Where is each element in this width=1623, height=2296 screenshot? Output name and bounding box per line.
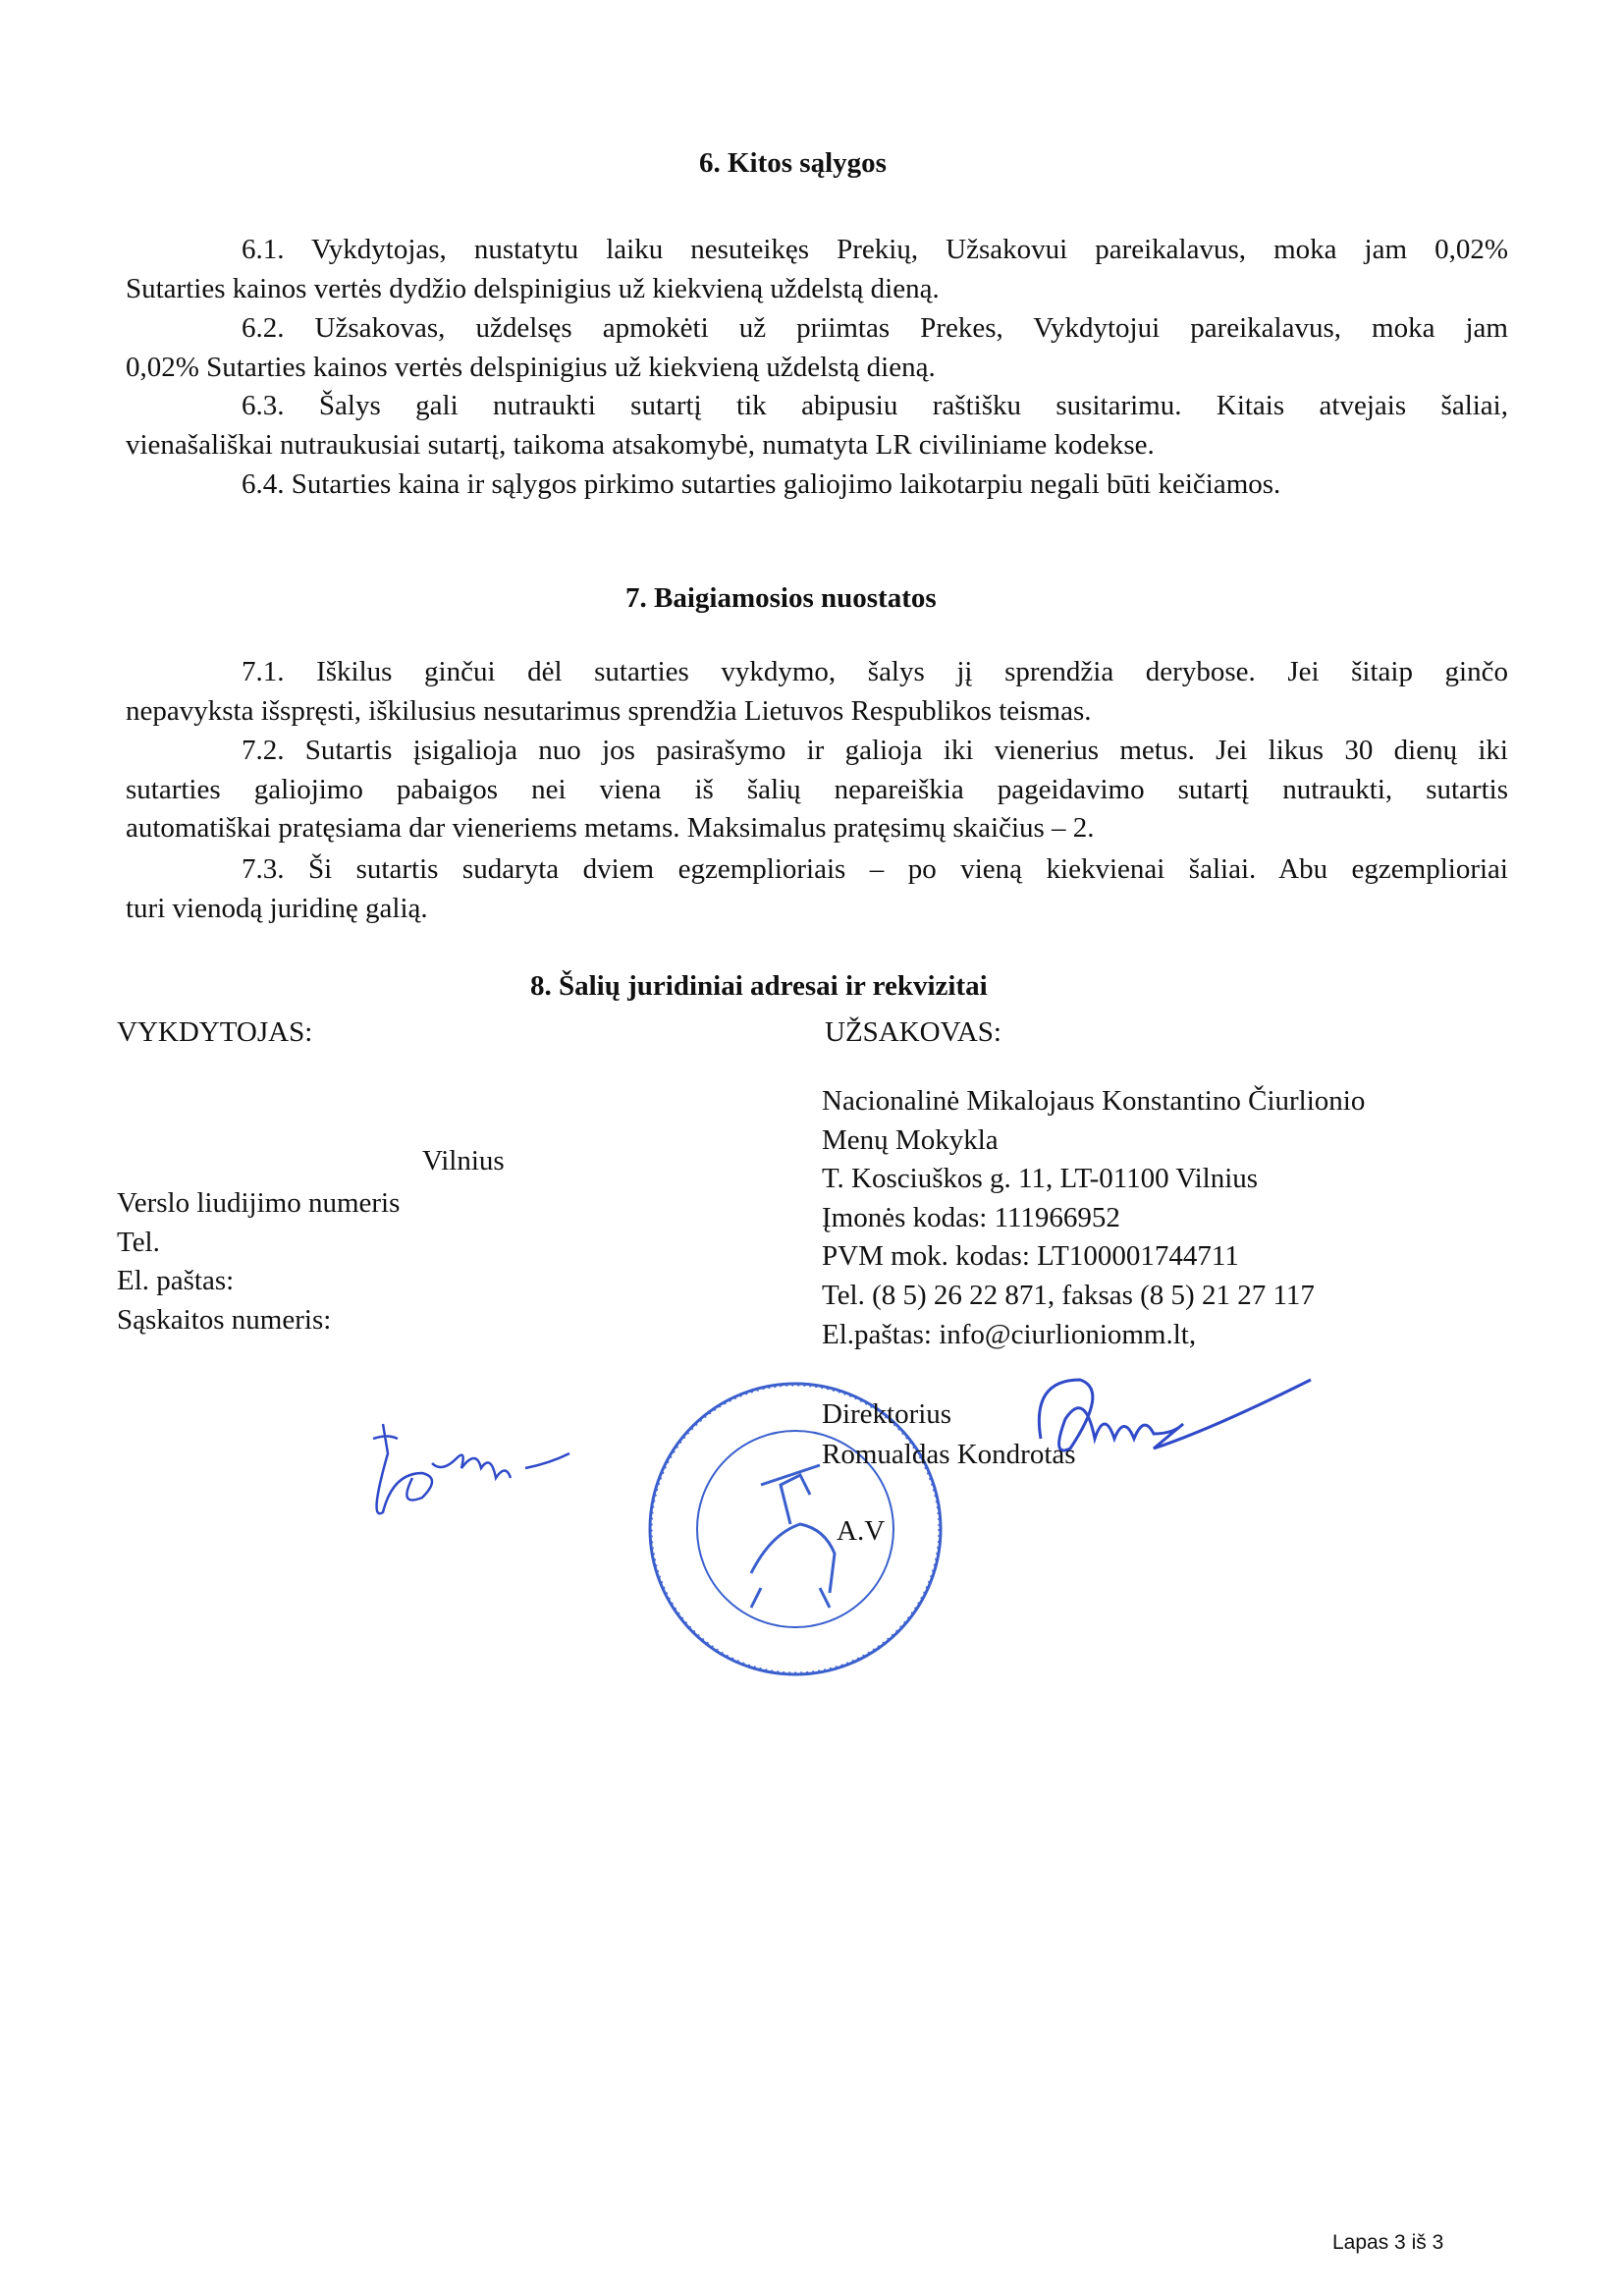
client-company-code: Įmonės kodas: 111966952 [822, 1201, 1120, 1233]
contractor-fields [117, 1184, 400, 1339]
section-8-heading: 8. Šalių juridiniai adresai ir rekvizitai [530, 970, 988, 1002]
clause-section7-1 [126, 653, 1508, 731]
clause-line: vienašališkai nutraukusiai sutartį, taikoma atsakomybė, numatyta LR civiliniame kodekse. [126, 428, 1155, 461]
contractor-email-field: El. paštas: [117, 1265, 235, 1297]
client-name-line1: Nacionalinė Mikalojaus Konstantino Čiurlionio [822, 1085, 1366, 1117]
contractor-signature [353, 1414, 589, 1532]
contractor-account-field: Sąskaitos numeris: [117, 1303, 332, 1336]
client-vat-code: PVM mok. kodas: LT100001744711 [822, 1240, 1239, 1273]
clause-line: 0,02% Sutarties kainos vertės delspinigius už kiekvieną uždelstą dieną. [126, 351, 936, 383]
client-name-line2: Menų Mokykla [822, 1123, 999, 1156]
clause-section6-2 [126, 309, 1508, 387]
director-name: Romualdas Kondrotas [822, 1439, 1076, 1470]
clause-section6-1 [126, 231, 1508, 308]
clause-section7-2 [126, 732, 1508, 848]
contractor-license-field: Verslo liudijimo numeris [117, 1187, 401, 1219]
clause-section6-3 [126, 387, 1508, 465]
contractor-city: Vilnius [422, 1145, 505, 1176]
client-label: UŽSAKOVAS: [825, 1016, 1001, 1048]
client-phone-fax: Tel. (8 5) 26 22 871, faksas (8 5) 21 27 117 [822, 1279, 1315, 1311]
client-email: El.paštas: info@ciurlioniomm.lt, [822, 1318, 1197, 1350]
seal-mark: A.V [837, 1515, 886, 1547]
knight-emblem-icon [751, 1465, 835, 1608]
clause-line: 7.3. Ši sutartis sudaryta dviem egzemplioriais – po vieną kiekvienai šaliai. Abu egzemplioriai [242, 853, 1508, 885]
clause-section6-4 [126, 465, 1508, 505]
clause-line: 6.3. Šalys gali nutraukti sutartį tik abipusiu raštišku susitarimu. Kitais atvejais šaliai, [242, 390, 1508, 421]
section-7-heading: 7. Baigiamosios nuostatos [625, 582, 937, 614]
clause-line: 6.2. Užsakovas, uždelsęs apmokėti už priimtas Prekes, Vykdytojui pareikalavus, moka jam [242, 312, 1508, 344]
clause-line: nepavyksta išspręsti, iškilusius nesutarimus sprendžia Lietuvos Respublikos teismas. [126, 694, 1092, 727]
contractor-phone-field: Tel. [117, 1226, 160, 1258]
clause-line: 7.1. Iškilus ginčui dėl sutarties vykdymo, šalys jį sprendžia derybose. Jei šitaip ginčo [242, 656, 1508, 687]
director-position: Direktorius [822, 1398, 952, 1430]
contractor-label: VYKDYTOJAS: [117, 1016, 313, 1048]
clause-line: 7.2. Sutartis įsigalioja nuo jos pasirašymo ir galioja iki vienerius metus. Jei likus 30 dienų iki [242, 735, 1508, 766]
section-6-heading: 6. Kitos sąlygos [699, 147, 887, 179]
clause-line: Sutarties kainos vertės dydžio delspinigius už kiekvieną uždelstą dieną. [126, 272, 940, 304]
clause-line: automatiškai pratęsiama dar vieneriems metams. Maksimalus pratęsimų skaičius – 2. [126, 812, 1095, 845]
clause-line: 6.1. Vykdytojas, nustatytu laiku nesuteikęs Prekių, Užsakovui pareikalavus, moka jam 0,02% [242, 234, 1508, 265]
clause-line: 6.4. Sutarties kaina ir sąlygos pirkimo sutarties galiojimo laikotarpiu negali būti keičiamos. [242, 468, 1281, 500]
page-number: Lapas 3 iš 3 [1332, 2231, 1444, 2254]
client-details [822, 1082, 1365, 1354]
client-address: T. Kosciuškos g. 11, LT-01100 Vilnius [822, 1163, 1259, 1195]
clause-line: sutarties galiojimo pabaigos nei viena iš šalių nepareiškia pageidavimo sutartį nutraukti, sutartis [126, 773, 1508, 805]
clause-line: turi vienodą juridinę galią. [126, 892, 428, 924]
clause-section7-3 [126, 850, 1508, 928]
